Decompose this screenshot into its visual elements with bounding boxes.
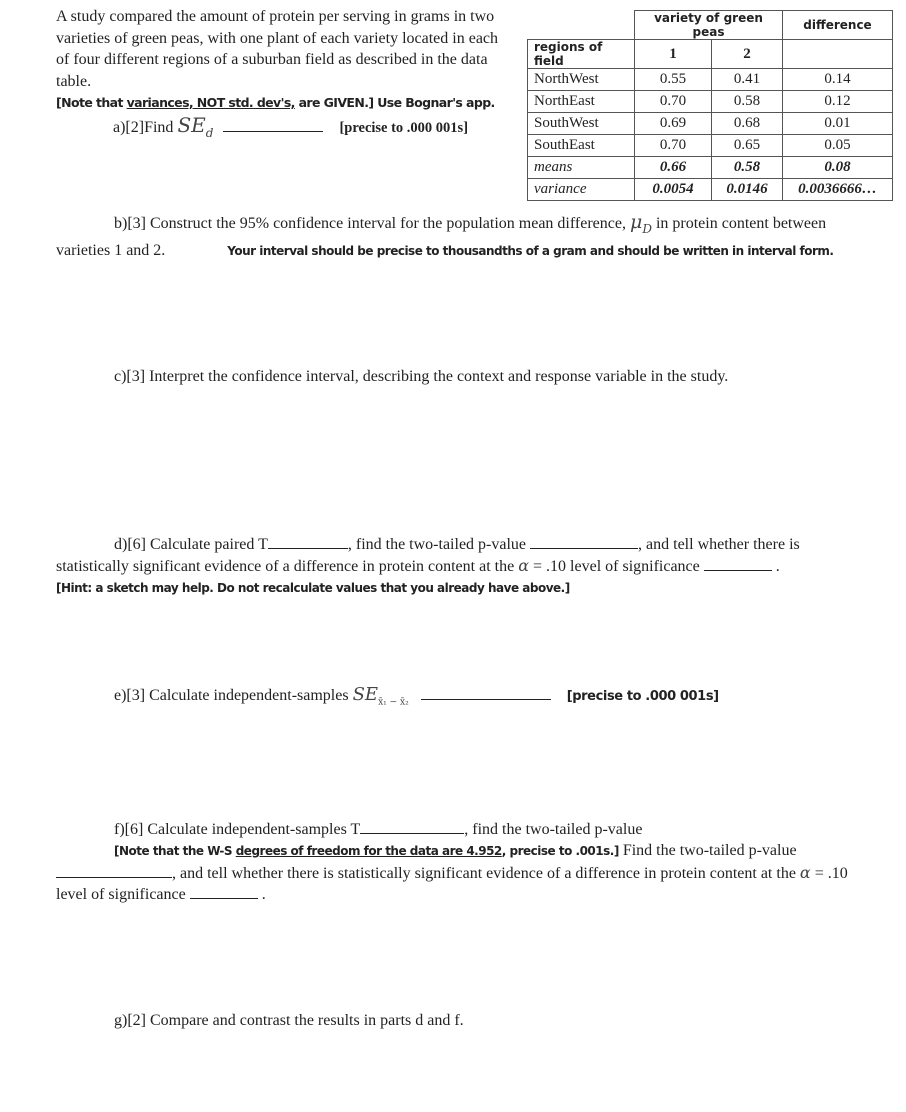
- alpha-symbol: α: [518, 556, 530, 575]
- part-e-precision: [precise to .000 001s]: [566, 689, 719, 704]
- paired-p-value-blank[interactable]: [530, 536, 638, 549]
- independent-significance-blank[interactable]: [190, 886, 258, 899]
- intro-note-suffix: are GIVEN.] Use Bognar's app.: [294, 95, 495, 110]
- part-c: c)[3] Interpret the confidence interval, describing the context and response variable in the study.: [114, 368, 729, 385]
- alpha-symbol: α: [799, 863, 811, 882]
- intro-note-underlined: variances, NOT std. dev's,: [126, 95, 295, 110]
- header-variety: variety of green peas: [635, 11, 783, 40]
- part-a-answer-blank[interactable]: [223, 119, 323, 132]
- part-g: g)[2] Compare and contrast the results in parts d and f.: [114, 1012, 464, 1029]
- se-d-symbol: $SE_d$: [177, 113, 214, 140]
- part-e-answer-blank[interactable]: [421, 687, 551, 700]
- variance-label: variance: [528, 179, 635, 201]
- paired-significance-blank[interactable]: [704, 558, 772, 571]
- part-d-hint: [Hint: a sketch may help. Do not recalculate values that you already have above.]: [56, 581, 570, 595]
- part-b-requirement: Your interval should be precise to thousandths of a gram and should be written in interval form.: [227, 243, 834, 258]
- part-f-note: [Note that the W-S degrees of freedom for the data are 4.952, precise to .001s.]: [114, 844, 619, 858]
- se-xbar-diff-symbol: $SE_{x̄_1 - x̄_2}$: [352, 684, 409, 708]
- part-f: f)[6] Calculate independent-samples T , find the two-tailed p-value [Note that the W-S degrees of freedom for the data are 4.952, precise to .001s.] Find the two-tailed p-value , and tell whether there is statistically significant evidence of a difference in protein content at the α = .10 level of significance .: [56, 821, 848, 903]
- table-header-row: [528, 11, 893, 40]
- means-row: means 0.66 0.58 0.08: [528, 157, 893, 179]
- intro-note-prefix: [Note that: [56, 95, 127, 110]
- independent-t-blank[interactable]: [360, 821, 464, 834]
- part-a-precision: [precise to .000 001s]: [339, 120, 469, 136]
- part-a-label: a)[2]Find: [113, 119, 178, 136]
- table-row: SouthWest 0.69 0.68 0.01: [528, 113, 893, 135]
- mu-d-symbol: $\mu_D$: [629, 211, 652, 236]
- data-table: [527, 10, 893, 201]
- header-regions: regions of field: [528, 40, 635, 69]
- table-row: NorthEast 0.70 0.58 0.12: [528, 91, 893, 113]
- intro-text: A study compared the amount of protein per serving in grams in two varieties of green peas, with one plant of each variety located in each of four different regions of a suburban field as described in the data table.: [56, 8, 499, 90]
- paired-t-blank[interactable]: [268, 536, 348, 549]
- header-variety-1: 1: [635, 40, 712, 69]
- header-difference: difference: [783, 11, 893, 40]
- part-e: e)[3] Calculate independent-samples $SE_{x̄_1 - x̄_2}$ [precise to .000 001s]: [114, 684, 719, 708]
- table-row: SouthEast 0.70 0.65 0.05: [528, 135, 893, 157]
- part-d: d)[6] Calculate paired T , find the two-tailed p-value , and tell whether there is statistically significant evidence of a difference in protein content at the α = .10 level of significance . [Hint: a sketch may help. Do not recalculate values that you already have above.]: [56, 534, 866, 599]
- variance-row: variance 0.0054 0.0146 0.0036666…: [528, 179, 893, 201]
- part-a: [113, 113, 468, 140]
- part-b: b)[3] Construct the 95% confidence interval for the population mean difference, $\mu_D$ in protein content between varieties 1 and 2. Your interval should be precise to thousandths of a gram and should be written in interval form.: [56, 212, 866, 262]
- means-label: means: [528, 157, 635, 179]
- intro-paragraph: [56, 6, 511, 114]
- independent-p-value-blank[interactable]: [56, 865, 172, 878]
- header-variety-2: 2: [712, 40, 783, 69]
- table-row: NorthWest 0.55 0.41 0.14: [528, 69, 893, 91]
- table-subheader-row: [528, 40, 893, 69]
